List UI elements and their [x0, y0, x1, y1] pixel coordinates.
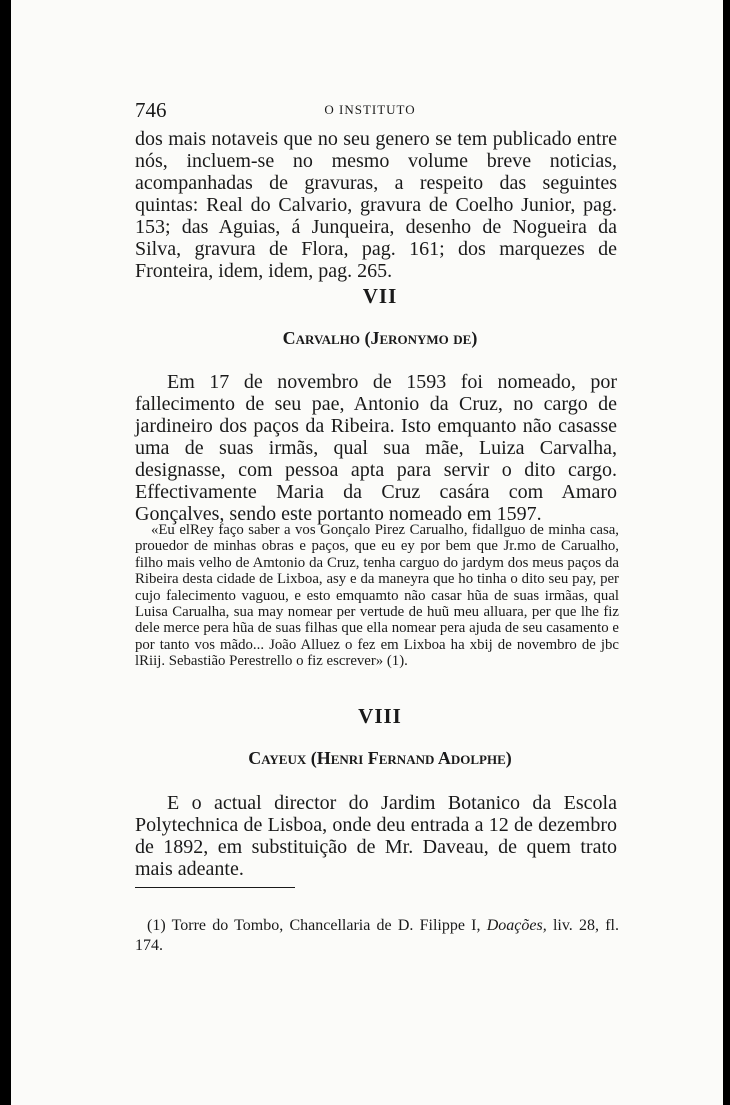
running-title: O INSTITUTO	[324, 102, 416, 117]
entry-title-carvalho: Carvalho (Jeronymo de)	[282, 328, 478, 348]
section-numeral-vii: VII	[362, 284, 398, 308]
footnote	[135, 916, 619, 956]
section-numeral-viii: VIII	[358, 704, 402, 728]
intro-paragraph: dos mais notaveis que no seu genero se tem publicado entre nós, incluem-se no mesmo volume breve noticias, acompanhadas de gravuras, a respeito das seguintes quintas: Real do Calvario, gravura de Coelho Junior, pag. 153; das Aguias, á Junqueira, desenho de Nogueira da Silva, gravura de Flora, pag. 161; dos marquezes de Fronteira, idem, idem, pag. 265.	[135, 128, 617, 282]
page-number: 746	[135, 98, 167, 122]
body-paragraph-cayeux: E o actual director do Jardim Botanico da Escola Polytechnica de Lisboa, onde deu entrada a 12 de dezembro de 1892, em substituição de Mr. Daveau, de quem trato mais adeante.	[135, 792, 617, 880]
footnote-italic-title: Doações,	[486, 917, 547, 934]
page-header	[135, 98, 605, 122]
entry-title-cayeux: Cayeux (Henri Fernand Adolphe)	[248, 748, 512, 768]
footnote-text-after: liv. 28, fl. 174.	[135, 917, 619, 954]
footnote-divider	[135, 887, 295, 888]
quoted-document: «Eu elRey faço saber a vos Gonçalo Pirez Carualho, fidallguo de minha casa, prouedor de minhas obras e paços, que eu ey por bem que Jr.mo de Carualho, filho mais velho de Amtonio da Cruz, tenha carguo do jardym dos meus paços da Ribeira desta cidade de Lixboa, asy e da maneyra que ho tinha o dito seu pay, per cujo falecimento vaguou, e esto emquamto não casar hũa de suas irmãas, qual Luisa Carualha, sua may nomear per vertude de huũ meu alluara, per que lhe fiz dele merce pera hũa de suas filhas que ella nomear pera ajuda de seu casamento e por tanto vos mãdo... João Alluez o fez em Lixboa ha xbij de novembro de jbc lRiij. Sebastião Perestrello o fiz escrever» (1).	[135, 522, 619, 670]
footnote-text-before: (1) Torre do Tombo, Chancellaria de D. Filippe I,	[147, 917, 487, 934]
body-paragraph-carvalho: Em 17 de novembro de 1593 foi nomeado, por fallecimento de seu pae, Antonio da Cruz, no cargo de jardineiro dos paços da Ribeira. Isto emquanto não casasse uma de suas irmãs, qual sua mãe, Luiza Carvalha, designasse, com pessoa apta para servir o dito cargo. Effectivamente Maria da Cruz casára com Amaro Gonçalves, sendo este portanto nomeado em 1597.	[135, 371, 617, 525]
